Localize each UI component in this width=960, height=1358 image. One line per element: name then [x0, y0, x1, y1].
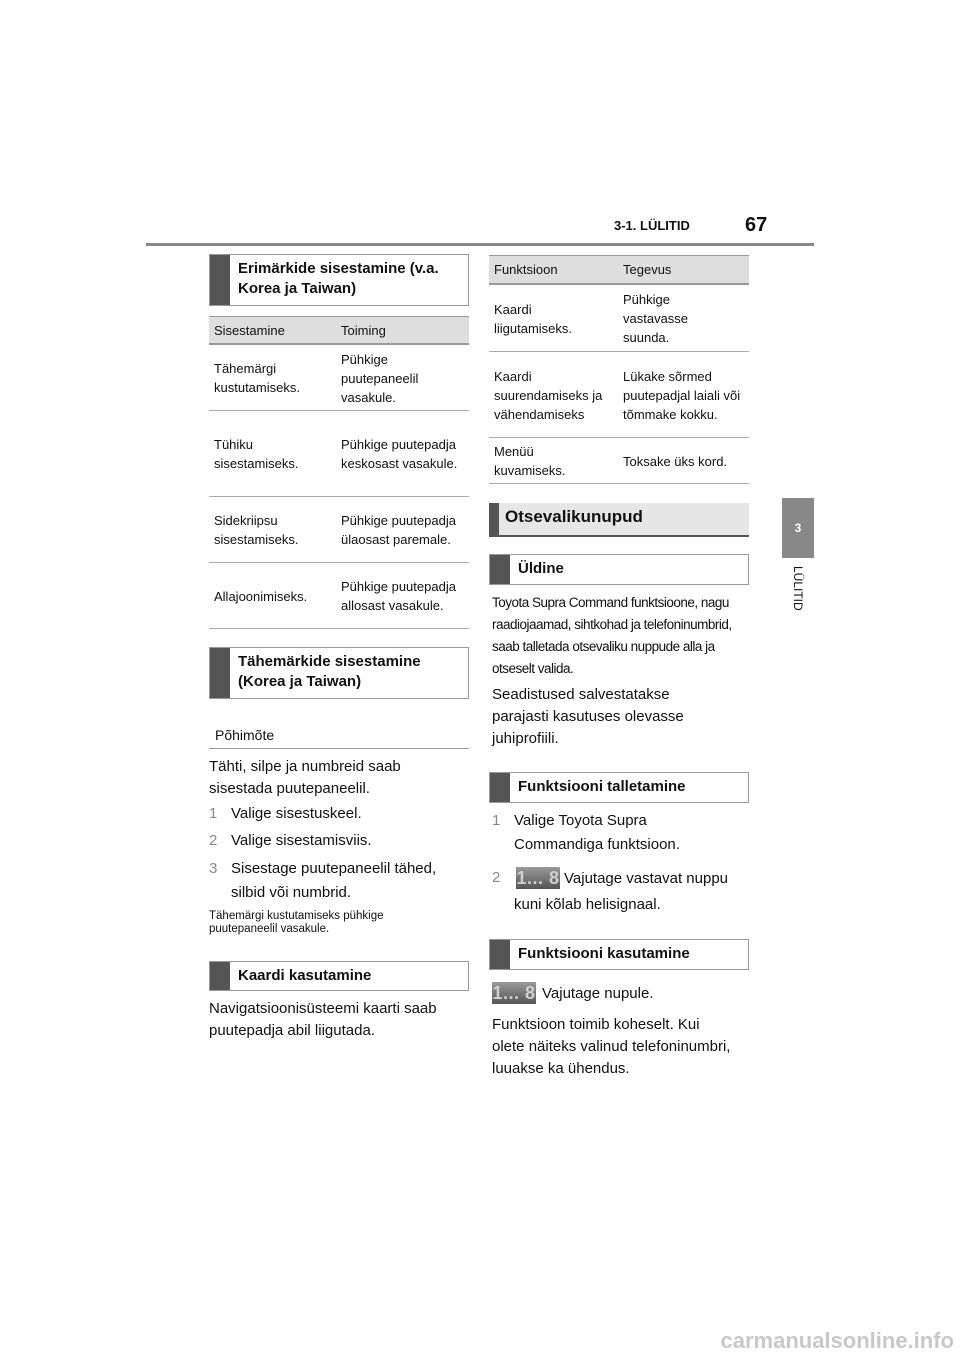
direct-select-button-icon: 1... 8 [516, 868, 560, 888]
watermark: carmanualsonline.info [720, 1328, 954, 1353]
table-cell: Pühkige puutepadja ülaosast paremale. [341, 513, 456, 547]
table1-col-toiming: Toiming [341, 323, 386, 338]
table-cell: Toksake üks kord. [623, 453, 728, 469]
table-cell: Sidekriipsu sisestamiseks. [214, 513, 299, 547]
heading-marker [490, 940, 510, 969]
table1-header [209, 316, 469, 345]
page-number: 67 [745, 214, 768, 236]
step-text: Valige sisestuskeel. [231, 805, 362, 822]
table1-col-sisestamine: Sisestamine [214, 323, 285, 338]
table-row [209, 563, 469, 629]
table-row [209, 497, 469, 563]
table-cell: Pühkige puutepadja keskosast vasakule. [341, 437, 458, 471]
heading-text: Kaardi kasutamine [238, 967, 372, 984]
intro-text: Tähti, silpe ja numbreid saab sisestada puutepaneelil. [209, 758, 401, 797]
step-text: Valige Toyota Supra Commandiga funktsioon. [514, 812, 680, 853]
table-row [209, 411, 469, 497]
subheading-pohimote [209, 717, 469, 749]
profile-text: Seadistused salvestatakse parajasti kasutuses olevasse juhiprofiili. [492, 686, 684, 747]
heading-funktsiooni-talletamine [489, 772, 749, 803]
heading-otsevalikunupud [489, 503, 749, 537]
heading-tahemarkide [209, 647, 469, 699]
table-cell: Kaardi suurendamiseks ja vähendamiseks [494, 368, 603, 422]
press-text: Vajutage nupule. [542, 985, 654, 1002]
chapter-number: 3 [794, 521, 802, 535]
header-rule [146, 243, 814, 246]
heading-kaardi-kasutamine [209, 961, 469, 991]
table-cell: Pühkige vastavasse suunda. [623, 292, 689, 345]
step-1 [209, 802, 469, 826]
note-text: Tähemärgi kustutamiseks pühkige puutepaneelil vasakule. [209, 910, 384, 935]
heading-funktsiooni-kasutamine [489, 939, 749, 970]
table-row [489, 352, 749, 438]
map-text: Navigatsioonisüsteemi kaarti saab puutepadja abil liigutada. [209, 1000, 437, 1039]
heading-text: Üldine [518, 560, 564, 577]
step-3 [209, 857, 459, 905]
heading-text: Otsevalikunupud [505, 507, 643, 526]
result-text: Funktsioon toimib koheselt. Kui olete näiteks valinud telefoninumbri, luuakse ka ühendus. [492, 1016, 731, 1077]
table-row [489, 438, 749, 484]
heading-text: Tähemärkide sisestamine (Korea ja Taiwan) [238, 653, 421, 690]
table2-header [489, 255, 749, 285]
chapter-tab [782, 498, 814, 558]
step-2 [209, 829, 469, 853]
heading-text: Funktsiooni kasutamine [518, 945, 690, 962]
heading-text: Erimärkide sisestamine (v.a. Korea ja Taiwan) [238, 260, 439, 297]
step-number: 3 [209, 860, 218, 877]
table-cell: Pühkige puutepaneelil vasakule. [341, 351, 419, 405]
chapter-tab-label: LÜLITID [791, 566, 805, 611]
heading-marker [210, 255, 230, 305]
table-row [489, 285, 749, 352]
heading-erimarkide [209, 254, 469, 306]
step-text: Valige sisestamisviis. [231, 832, 372, 849]
table-cell: Allajoonimiseks. [214, 588, 308, 604]
step-text: Sisestage puutepaneelil tähed, silbid või numbrid. [231, 860, 437, 901]
table-row [209, 345, 469, 411]
store-step-1 [492, 809, 747, 857]
step-number: 1 [492, 812, 501, 829]
table-cell: Kaardi liigutamiseks. [494, 301, 573, 336]
heading-marker [490, 773, 510, 802]
subheading-text: Põhimõte [215, 727, 275, 743]
step-number: 2 [492, 869, 501, 886]
section-title: 3-1. LÜLITID [614, 218, 690, 233]
table2-col-tegevus: Tegevus [623, 262, 672, 277]
heading-text: Funktsiooni talletamine [518, 778, 686, 795]
table-cell: Pühkige puutepadja allosast vasakule. [341, 579, 456, 613]
step-number: 1 [209, 805, 218, 822]
table-cell: Lükake sõrmed puutepadjal laiali või tõmmake kokku. [623, 368, 741, 422]
table-cell: Menüü kuvamiseks. [494, 444, 566, 478]
heading-marker [210, 648, 230, 698]
heading-marker [210, 962, 230, 990]
step-text: Vajutage vastavat nuppu kuni kõlab helisignaal. [514, 870, 729, 913]
heading-marker [490, 555, 510, 584]
table-cell: Tühiku sisestamiseks. [214, 437, 299, 471]
table2-col-funktsioon: Funktsioon [494, 262, 558, 277]
heading-uldine [489, 554, 749, 585]
general-text: Toyota Supra Command funktsioone, nagu raadiojaamad, sihtkohad ja telefoninumbrid, saab talletada otsevaliku nuppude alla ja otseselt valida. [492, 595, 732, 676]
step-number: 2 [209, 832, 218, 849]
table-cell: Tähemärgi kustutamiseks. [214, 361, 300, 395]
heading-marker [489, 503, 499, 535]
direct-select-button-icon: 1... 8 [492, 982, 536, 1003]
store-step-2 [492, 866, 752, 918]
